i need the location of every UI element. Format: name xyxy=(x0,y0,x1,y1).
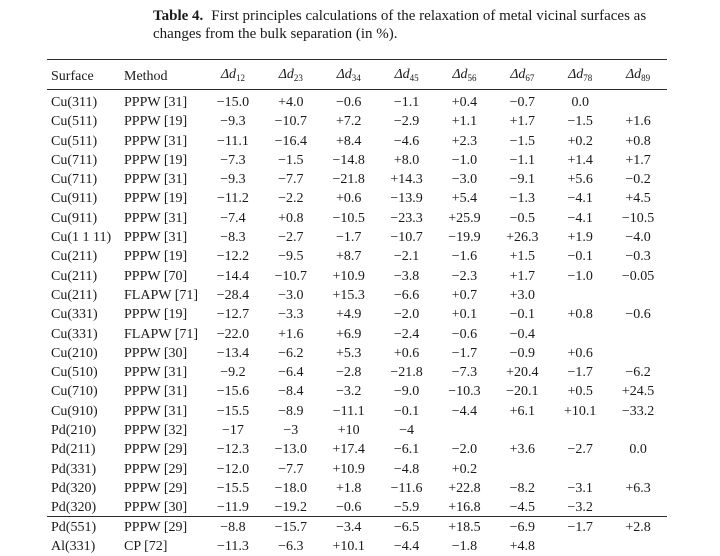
table-row xyxy=(47,363,667,382)
header-delta-subscript: 45 xyxy=(409,73,419,83)
cell-value: −8.8 xyxy=(220,519,246,535)
table-row xyxy=(47,460,667,479)
cell-method: PPPW [31] xyxy=(124,172,188,188)
cell-value: −2.8 xyxy=(335,365,362,381)
cell-value: −1.7 xyxy=(567,365,593,381)
cell-surface: Cu(511) xyxy=(51,114,98,130)
cell-value: +25.9 xyxy=(448,210,481,226)
cell-value xyxy=(609,325,667,344)
table-row xyxy=(47,170,667,189)
cell-surface: Cu(711) xyxy=(51,172,98,188)
header-delta-symbol: Δd xyxy=(394,67,410,82)
cell-method: PPPW [29] xyxy=(124,461,188,477)
table-row xyxy=(47,151,667,170)
cell-surface: Cu(211) xyxy=(51,287,98,303)
cell-value: −4.1 xyxy=(567,210,593,226)
cell-value: −13.9 xyxy=(390,191,423,207)
cell-value: +17.4 xyxy=(332,442,365,458)
cell-method: PPPW [31] xyxy=(124,365,188,381)
cell-method: PPPW [32] xyxy=(124,423,188,439)
table-row xyxy=(47,189,667,208)
table-row xyxy=(47,518,667,537)
cell-value: +1.9 xyxy=(567,230,593,246)
cell-value: −4.1 xyxy=(567,191,593,207)
cell-value: +0.1 xyxy=(451,307,478,323)
cell-value: −19.2 xyxy=(274,500,308,516)
cell-surface: Cu(211) xyxy=(51,268,98,284)
cell-value: +20.4 xyxy=(506,365,539,381)
cell-value: −10.5 xyxy=(621,210,655,226)
cell-value: −6.6 xyxy=(393,287,420,303)
cell-value: −1.0 xyxy=(451,152,478,168)
cell-value: −12.0 xyxy=(216,461,250,477)
cell-value: +1.7 xyxy=(509,268,536,284)
cell-method: PPPW [19] xyxy=(124,152,188,168)
cell-value: +1.5 xyxy=(509,249,536,265)
cell-value: −33.2 xyxy=(621,403,655,419)
cell-value: −17 xyxy=(221,423,244,439)
relaxation-table xyxy=(47,60,667,556)
cell-value: +0.6 xyxy=(567,345,593,361)
caption-label: Table 4. xyxy=(153,8,204,24)
cell-value: −22.0 xyxy=(216,326,250,342)
table-row xyxy=(47,209,667,228)
header-delta-symbol: Δd xyxy=(336,67,352,82)
cell-value: +6.3 xyxy=(625,480,651,496)
cell-method: PPPW [31] xyxy=(124,133,188,149)
header-delta-symbol: Δd xyxy=(510,67,526,82)
cell-value: +14.3 xyxy=(390,172,423,188)
cell-value: −0.05 xyxy=(621,268,655,284)
header-delta-subscript: 34 xyxy=(351,73,361,83)
cell-value: −1.0 xyxy=(567,268,593,284)
header-delta-d67 xyxy=(493,60,551,93)
table-row xyxy=(47,440,667,459)
cell-value: −15.5 xyxy=(216,403,250,419)
cell-value: −1.3 xyxy=(509,191,536,207)
cell-value: −14.8 xyxy=(332,152,365,168)
cell-value xyxy=(551,421,609,440)
cell-value: +0.2 xyxy=(451,461,478,477)
table-row xyxy=(47,286,667,305)
cell-value: −13.0 xyxy=(274,442,308,458)
cell-value: −7.7 xyxy=(278,172,304,188)
cell-method: PPPW [31] xyxy=(124,230,188,246)
cell-value: +3.6 xyxy=(509,442,536,458)
cell-value: −0.6 xyxy=(451,326,478,342)
cell-value: +1.7 xyxy=(625,152,651,168)
cell-value: +0.4 xyxy=(451,95,478,110)
cell-value: −9.3 xyxy=(220,114,246,130)
cell-method: PPPW [29] xyxy=(124,519,188,535)
table-row xyxy=(47,247,667,266)
table-row xyxy=(47,93,667,112)
cell-value: −3.2 xyxy=(567,500,593,516)
cell-value: −21.8 xyxy=(390,365,423,381)
cell-value: −3.8 xyxy=(393,268,420,284)
cell-value: +5.3 xyxy=(335,345,362,361)
cell-value: −4.5 xyxy=(509,500,536,516)
cell-value: −15.5 xyxy=(216,480,250,496)
cell-value: −7.3 xyxy=(220,152,246,168)
caption-text: First principles calculations of the relaxation of metal vicinal surfaces as changes from the bulk separation (in %). xyxy=(153,8,647,42)
cell-surface: Cu(510) xyxy=(51,365,98,381)
cell-value: +2.3 xyxy=(451,133,478,149)
cell-surface: Cu(711) xyxy=(51,152,98,168)
cell-value: −1.5 xyxy=(567,114,593,130)
cell-surface: Cu(911) xyxy=(51,210,98,226)
cell-value: −9.2 xyxy=(220,365,246,381)
cell-value: −4.6 xyxy=(393,133,420,149)
cell-value: −8.2 xyxy=(509,480,536,496)
cell-value: +0.6 xyxy=(335,191,362,207)
cell-value: −1.8 xyxy=(451,538,478,554)
cell-value: +10.9 xyxy=(332,268,365,284)
cell-value xyxy=(551,460,609,479)
header-delta-d56 xyxy=(436,60,494,93)
cell-value: −7.3 xyxy=(451,365,478,381)
cell-value: +5.4 xyxy=(451,191,478,207)
table-row xyxy=(47,305,667,324)
header-delta-d34 xyxy=(320,60,378,93)
header-delta-subscript: 78 xyxy=(583,73,593,83)
cell-value: +10 xyxy=(337,423,360,439)
cell-value: +16.8 xyxy=(448,500,481,516)
cell-surface: Cu(210) xyxy=(51,345,98,361)
cell-value: +8.7 xyxy=(335,249,362,265)
cell-value: +1.4 xyxy=(567,152,593,168)
cell-value: −3.0 xyxy=(278,287,304,303)
cell-value: −15.6 xyxy=(216,384,250,400)
cell-value: +1.1 xyxy=(451,114,478,130)
cell-surface: Cu(331) xyxy=(51,307,98,323)
cell-surface: Cu(911) xyxy=(51,191,98,207)
cell-value: −14.4 xyxy=(216,268,250,284)
cell-value: −23.3 xyxy=(390,210,423,226)
cell-value: −2.7 xyxy=(567,442,593,458)
cell-value: −1.7 xyxy=(335,230,362,246)
cell-value: −15.0 xyxy=(216,95,250,110)
cell-value: −0.1 xyxy=(393,403,420,419)
cell-value: +1.8 xyxy=(335,480,362,496)
cell-value: −0.7 xyxy=(509,95,536,110)
cell-value: +0.8 xyxy=(567,307,593,323)
cell-value: −0.1 xyxy=(567,249,593,265)
cell-value: −4.8 xyxy=(393,461,420,477)
cell-value: +7.2 xyxy=(335,114,362,130)
cell-value: −1.7 xyxy=(451,345,478,361)
cell-value: −12.2 xyxy=(216,249,250,265)
cell-surface: Cu(311) xyxy=(51,95,98,110)
cell-surface: Cu(511) xyxy=(51,133,98,149)
cell-value: 0.0 xyxy=(629,442,647,458)
table-row xyxy=(47,228,667,247)
cell-surface: Cu(331) xyxy=(51,326,98,342)
cell-value: 0.0 xyxy=(571,95,589,110)
table-caption xyxy=(153,7,673,43)
cell-value: −0.6 xyxy=(335,500,362,516)
cell-surface: Pd(331) xyxy=(51,461,97,477)
cell-value: −4.0 xyxy=(625,230,651,246)
cell-value: −0.6 xyxy=(335,95,362,110)
cell-value: −0.3 xyxy=(625,249,651,265)
cell-value: −3.1 xyxy=(567,480,593,496)
cell-value: −18.0 xyxy=(274,480,308,496)
cell-value: −10.7 xyxy=(274,114,308,130)
cell-value: −4.4 xyxy=(393,538,420,554)
cell-value: −8.9 xyxy=(278,403,304,419)
cell-value: +0.8 xyxy=(278,210,304,226)
table-row xyxy=(47,402,667,421)
cell-value: −10.7 xyxy=(274,268,308,284)
cell-method: PPPW [19] xyxy=(124,249,188,265)
cell-value: −11.1 xyxy=(216,133,249,149)
cell-surface: Al(331) xyxy=(51,538,96,554)
cell-value: −10.3 xyxy=(448,384,481,400)
cell-value: −0.6 xyxy=(625,307,651,323)
cell-value: −1.1 xyxy=(393,95,420,110)
header-surface: Surface xyxy=(51,69,94,84)
cell-value xyxy=(609,344,667,363)
cell-method: CP [72] xyxy=(124,538,168,554)
header-delta-d78 xyxy=(551,60,609,93)
cell-value: +0.8 xyxy=(625,133,651,149)
cell-value: +24.5 xyxy=(621,384,655,400)
cell-value: −8.4 xyxy=(278,384,304,400)
cell-value: −11.3 xyxy=(216,538,249,554)
header-delta-symbol: Δd xyxy=(278,67,294,82)
table-body xyxy=(47,93,667,556)
cell-method: PPPW [29] xyxy=(124,480,188,496)
cell-method: FLAPW [71] xyxy=(124,326,199,342)
table-row xyxy=(47,421,667,440)
cell-value: +10.1 xyxy=(332,538,365,554)
header-row xyxy=(47,60,667,93)
cell-value: +0.2 xyxy=(567,133,593,149)
header-delta-subscript: 23 xyxy=(293,73,303,83)
cell-value: +4.9 xyxy=(335,307,362,323)
cell-value: −19.9 xyxy=(448,230,481,246)
cell-value: +10.1 xyxy=(563,403,597,419)
cell-value: +4.5 xyxy=(625,191,651,207)
cell-method: PPPW [30] xyxy=(124,345,188,361)
table-row xyxy=(47,382,667,401)
cell-value: −7.4 xyxy=(220,210,246,226)
cell-surface: Cu(710) xyxy=(51,384,98,400)
cell-method: PPPW [31] xyxy=(124,384,188,400)
table-row xyxy=(47,479,667,498)
cell-surface: Pd(320) xyxy=(51,480,97,496)
cell-value xyxy=(609,93,667,112)
cell-surface: Cu(211) xyxy=(51,249,98,265)
header-delta-subscript: 12 xyxy=(236,73,246,83)
table-header xyxy=(47,60,667,93)
cell-surface: Cu(910) xyxy=(51,403,98,419)
cell-method: PPPW [70] xyxy=(124,268,188,284)
cell-value: −13.4 xyxy=(216,345,250,361)
cell-value: −21.8 xyxy=(332,172,365,188)
cell-value xyxy=(609,286,667,305)
cell-value: −6.4 xyxy=(278,365,304,381)
header-delta-d89 xyxy=(609,60,667,93)
cell-value: −12.3 xyxy=(216,442,250,458)
cell-value: −1.1 xyxy=(509,152,536,168)
cell-value: −4.4 xyxy=(451,403,478,419)
cell-value: −8.3 xyxy=(220,230,246,246)
cell-value: +0.5 xyxy=(567,384,593,400)
cell-value: −2.7 xyxy=(278,230,304,246)
cell-value: +15.3 xyxy=(332,287,365,303)
cell-value: +1.6 xyxy=(625,114,651,130)
cell-value: +8.4 xyxy=(335,133,362,149)
cell-value: −2.2 xyxy=(278,191,304,207)
cell-value xyxy=(609,460,667,479)
cell-value: −16.4 xyxy=(274,133,308,149)
cell-surface: Cu(1 1 11) xyxy=(51,230,112,246)
cell-surface: Pd(210) xyxy=(51,423,97,439)
cell-value xyxy=(493,421,551,440)
cell-value: −6.3 xyxy=(278,538,304,554)
cell-value: −4 xyxy=(399,423,415,439)
cell-value: −3 xyxy=(283,423,299,439)
cell-value: −0.4 xyxy=(509,326,536,342)
header-delta-subscript: 89 xyxy=(641,73,651,83)
cell-value: −6.5 xyxy=(393,519,420,535)
table-row xyxy=(47,344,667,363)
cell-value: −11.1 xyxy=(332,403,365,419)
cell-value: +1.6 xyxy=(278,326,304,342)
header-delta-symbol: Δd xyxy=(625,67,642,82)
cell-value: −10.7 xyxy=(390,230,423,246)
cell-value xyxy=(609,498,667,517)
cell-value: −2.1 xyxy=(393,249,420,265)
cell-value: +5.6 xyxy=(567,172,593,188)
header-delta-d12 xyxy=(204,60,262,93)
cell-value xyxy=(551,286,609,305)
cell-value: −5.9 xyxy=(393,500,420,516)
cell-value: +0.6 xyxy=(393,345,420,361)
cell-method: PPPW [19] xyxy=(124,191,188,207)
cell-value: −2.3 xyxy=(451,268,478,284)
cell-value: +6.9 xyxy=(335,326,362,342)
cell-value: −1.5 xyxy=(278,152,304,168)
cell-value: −6.9 xyxy=(509,519,536,535)
cell-value: −7.7 xyxy=(278,461,304,477)
table-row xyxy=(47,112,667,131)
cell-surface: Pd(320) xyxy=(51,500,97,516)
cell-value: −9.3 xyxy=(220,172,246,188)
cell-method: PPPW [30] xyxy=(124,500,188,516)
cell-surface: Pd(211) xyxy=(51,442,96,458)
cell-value xyxy=(493,460,551,479)
header-delta-d45 xyxy=(378,60,436,93)
cell-surface: Pd(551) xyxy=(51,519,97,535)
cell-value: +1.7 xyxy=(509,114,536,130)
cell-method: FLAPW [71] xyxy=(124,287,199,303)
cell-value: −6.2 xyxy=(625,365,651,381)
cell-value: +4.8 xyxy=(509,538,536,554)
cell-value xyxy=(436,421,494,440)
cell-value: −6.2 xyxy=(278,345,304,361)
cell-value: −10.5 xyxy=(332,210,365,226)
cell-value: −0.2 xyxy=(625,172,651,188)
cell-value xyxy=(609,421,667,440)
cell-value: −11.2 xyxy=(216,191,249,207)
cell-value: +6.1 xyxy=(509,403,536,419)
table-row xyxy=(47,325,667,344)
cell-value: +18.5 xyxy=(448,519,481,535)
cell-value: −2.9 xyxy=(393,114,420,130)
cell-value: −2.0 xyxy=(393,307,420,323)
cell-value: −0.1 xyxy=(509,307,536,323)
header-delta-subscript: 67 xyxy=(525,73,535,83)
header-delta-d23 xyxy=(262,60,320,93)
cell-value: −0.9 xyxy=(509,345,536,361)
cell-value: −28.4 xyxy=(216,287,250,303)
cell-method: PPPW [29] xyxy=(124,442,188,458)
cell-method: PPPW [31] xyxy=(124,210,188,226)
cell-method: PPPW [19] xyxy=(124,114,188,130)
cell-value: −12.7 xyxy=(216,307,250,323)
cell-value: −20.1 xyxy=(506,384,539,400)
cell-value: −1.5 xyxy=(509,133,536,149)
cell-value: −11.9 xyxy=(216,500,249,516)
cell-value: −6.1 xyxy=(393,442,420,458)
cell-value: −3.2 xyxy=(335,384,362,400)
header-delta-subscript: 56 xyxy=(467,73,477,83)
cell-value: −0.5 xyxy=(509,210,536,226)
cell-value: −3.4 xyxy=(335,519,362,535)
cell-value: −3.0 xyxy=(451,172,478,188)
cell-value: −2.0 xyxy=(451,442,478,458)
table-row xyxy=(47,132,667,151)
cell-value: +2.8 xyxy=(625,519,651,535)
cell-value: +8.0 xyxy=(393,152,420,168)
cell-value: +4.0 xyxy=(278,95,304,110)
table-row xyxy=(47,267,667,286)
header-method: Method xyxy=(124,69,168,84)
cell-value: +26.3 xyxy=(506,230,539,246)
cell-value: +10.9 xyxy=(332,461,365,477)
cell-method: PPPW [31] xyxy=(124,95,188,110)
cell-value: +22.8 xyxy=(448,480,481,496)
cell-method: PPPW [31] xyxy=(124,403,188,419)
cell-value: −9.5 xyxy=(278,249,304,265)
cell-value: +0.7 xyxy=(451,287,478,303)
cell-value: −9.1 xyxy=(509,172,536,188)
cell-value: −1.6 xyxy=(451,249,478,265)
cell-value: −1.7 xyxy=(567,519,593,535)
header-delta-symbol: Δd xyxy=(568,67,584,82)
cell-value: −2.4 xyxy=(393,326,420,342)
cell-value: −9.0 xyxy=(393,384,420,400)
header-delta-symbol: Δd xyxy=(452,67,468,82)
cell-value xyxy=(551,325,609,344)
cell-value: −3.3 xyxy=(278,307,304,323)
cell-value: +3.0 xyxy=(509,287,536,303)
cell-value: −15.7 xyxy=(274,519,308,535)
cell-value: −11.6 xyxy=(390,480,423,496)
cell-method: PPPW [19] xyxy=(124,307,188,323)
header-delta-symbol: Δd xyxy=(220,67,237,82)
table-row xyxy=(47,498,667,517)
